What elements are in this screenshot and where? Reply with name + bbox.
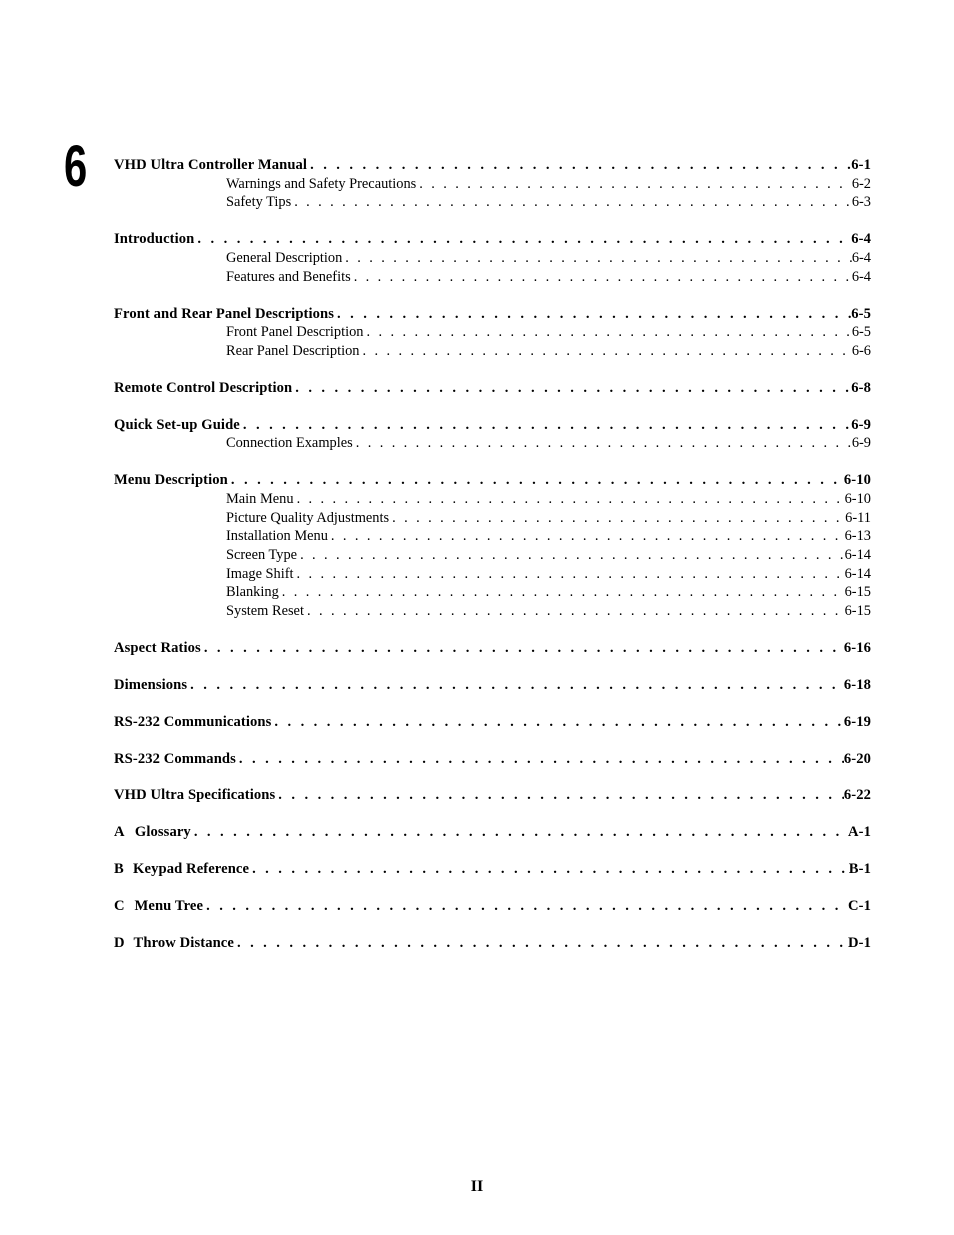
toc-entry-title: Aspect Ratios <box>114 639 201 656</box>
dot-leader <box>351 268 852 287</box>
toc-section <box>114 676 871 695</box>
toc-entry-page: 6-15 <box>844 584 871 601</box>
toc-entry[interactable] <box>114 379 871 398</box>
toc-appendix-letter: C <box>114 898 125 914</box>
dot-leader <box>271 713 843 732</box>
toc-entry[interactable] <box>114 416 871 435</box>
toc-subentry[interactable] <box>114 509 871 528</box>
toc-subentry[interactable] <box>114 434 871 453</box>
toc-subentry[interactable] <box>114 527 871 546</box>
toc-appendix-letter: D <box>114 934 125 951</box>
dot-leader <box>194 230 851 249</box>
toc-entry[interactable] <box>114 786 871 805</box>
toc-entry-page: 6-20 <box>843 750 871 767</box>
toc-entry-title: Installation Menu <box>226 528 328 545</box>
dot-leader <box>294 490 845 509</box>
toc-entry-page: 6-19 <box>843 713 871 730</box>
toc-subentry[interactable] <box>114 602 871 621</box>
toc-entry-title: Warnings and Safety Precautions <box>226 175 417 192</box>
toc-entry-title: Remote Control Description <box>114 379 293 396</box>
dot-leader <box>389 509 845 528</box>
dot-leader <box>297 546 845 565</box>
toc-section <box>114 156 871 212</box>
dot-leader <box>342 249 852 268</box>
dot-leader <box>279 583 845 602</box>
dot-leader <box>275 786 844 805</box>
toc-entry-title: Image Shift <box>226 565 294 582</box>
toc-entry[interactable] <box>114 156 871 175</box>
toc-entry[interactable] <box>114 230 871 249</box>
toc-entry-page: D-1 <box>848 934 871 951</box>
toc-entry-title: System Reset <box>226 603 304 619</box>
toc-entry-title: Dimensions <box>114 676 188 693</box>
toc-entry-page: 6-13 <box>844 528 871 545</box>
toc-entry-title: Menu Description <box>114 472 228 489</box>
dot-leader <box>353 434 852 453</box>
dot-leader <box>291 193 852 212</box>
toc-entry-title: Main Menu <box>226 490 294 507</box>
toc-entry-title: Connection Examples <box>226 435 353 452</box>
table-of-contents <box>114 156 871 971</box>
toc-subentry[interactable] <box>114 342 871 361</box>
toc-section <box>114 471 871 621</box>
dot-leader <box>307 156 851 175</box>
toc-entry-page: C-1 <box>848 898 871 914</box>
toc-entry-page: 6-10 <box>843 472 871 489</box>
toc-entry[interactable] <box>114 750 871 769</box>
toc-entry-title: Rear Panel Description <box>226 342 360 359</box>
toc-entry-page: 6-6 <box>851 342 871 359</box>
toc-entry[interactable] <box>114 471 871 490</box>
dot-leader <box>292 379 851 398</box>
toc-entry-title: Features and Benefits <box>226 268 351 285</box>
toc-section <box>114 305 871 361</box>
toc-entry-title: Menu Tree <box>134 898 204 914</box>
toc-entry-page: 6-14 <box>844 565 871 582</box>
toc-entry-title: VHD Ultra Controller Manual <box>114 157 308 173</box>
toc-entry-page: 6-9 <box>851 416 871 433</box>
toc-entry[interactable] <box>114 713 871 732</box>
toc-entry-page: 6-4 <box>851 231 871 248</box>
toc-entry-page: 6-16 <box>843 639 871 656</box>
toc-entry-title: Glossary <box>134 824 191 841</box>
toc-entry-title: Safety Tips <box>226 194 292 211</box>
toc-entry-page: A-1 <box>848 824 871 841</box>
toc-entry-page: 6-9 <box>851 435 871 452</box>
toc-entry[interactable] <box>114 934 871 953</box>
toc-entry-title: Front and Rear Panel Descriptions <box>114 305 335 322</box>
dot-leader <box>304 602 845 621</box>
toc-entry-title: Quick Set-up Guide <box>114 416 240 433</box>
toc-entry-title: Introduction <box>114 231 195 248</box>
toc-entry-page: 6-8 <box>851 379 871 396</box>
toc-entry-page: 6-5 <box>851 324 871 341</box>
toc-subentry[interactable] <box>114 193 871 212</box>
toc-entry-title: RS-232 Commands <box>114 750 236 767</box>
dot-leader <box>228 471 844 490</box>
toc-section <box>114 379 871 398</box>
toc-section <box>114 750 871 769</box>
toc-entry-page: B-1 <box>848 861 871 878</box>
toc-subentry[interactable] <box>114 583 871 602</box>
toc-entry-page: 6-4 <box>851 268 871 285</box>
toc-entry-page: 6-11 <box>845 509 871 526</box>
dot-leader <box>191 823 848 842</box>
toc-section <box>114 713 871 732</box>
toc-subentry[interactable] <box>114 249 871 268</box>
toc-section <box>114 897 871 916</box>
toc-entry[interactable] <box>114 305 871 324</box>
toc-section <box>114 230 871 286</box>
toc-subentry[interactable] <box>114 490 871 509</box>
toc-entry[interactable] <box>114 639 871 658</box>
page-number: II <box>470 1178 484 1195</box>
toc-entry-page: 6-22 <box>843 787 871 804</box>
toc-entry-title: VHD Ultra Specifications <box>114 787 276 804</box>
dot-leader <box>328 527 845 546</box>
toc-subentry[interactable] <box>114 175 871 194</box>
dot-leader <box>187 676 844 695</box>
toc-entry-page: 6-1 <box>851 157 871 173</box>
toc-entry-page: 6-15 <box>844 603 871 619</box>
dot-leader <box>240 416 851 435</box>
toc-entry-title: Keypad Reference <box>133 861 250 878</box>
toc-section <box>114 823 871 842</box>
toc-entry-page: 6-3 <box>851 194 871 211</box>
toc-entry-title: RS-232 Communications <box>114 713 272 730</box>
chapter-number: 6 <box>64 134 88 199</box>
toc-entry-title: Throw Distance <box>133 934 234 951</box>
toc-section <box>114 639 871 658</box>
toc-subentry[interactable] <box>114 546 871 565</box>
toc-entry-page: 6-5 <box>851 305 871 322</box>
toc-section <box>114 786 871 805</box>
toc-entry-title: Front Panel Description <box>226 324 364 341</box>
toc-entry-title: Picture Quality Adjustments <box>226 509 390 526</box>
toc-entry-title: General Description <box>226 249 343 266</box>
toc-entry-title: Blanking <box>226 584 279 601</box>
dot-leader <box>364 323 852 342</box>
dot-leader <box>359 342 851 361</box>
toc-section <box>114 860 871 879</box>
toc-appendix-letter: A <box>114 824 125 841</box>
toc-subentry[interactable] <box>114 565 871 584</box>
toc-entry-page: 6-2 <box>851 175 871 192</box>
dot-leader <box>236 750 844 769</box>
toc-section <box>114 416 871 453</box>
toc-appendix-letter: B <box>114 861 124 878</box>
toc-entry-page: 6-14 <box>844 546 871 563</box>
toc-entry-title: Screen Type <box>226 546 298 563</box>
toc-entry-page: 6-18 <box>843 676 871 693</box>
dot-leader <box>203 897 848 916</box>
toc-entry[interactable] <box>114 897 871 916</box>
dot-leader <box>249 860 849 879</box>
toc-subentry[interactable] <box>114 268 871 287</box>
dot-leader <box>334 305 851 324</box>
toc-entry-page: 6-10 <box>844 490 871 507</box>
dot-leader <box>234 934 848 953</box>
toc-entry[interactable] <box>114 676 871 695</box>
dot-leader <box>201 639 844 658</box>
dot-leader <box>416 175 852 194</box>
dot-leader <box>294 565 845 584</box>
toc-entry[interactable] <box>114 823 871 842</box>
toc-section <box>114 934 871 953</box>
toc-subentry[interactable] <box>114 323 871 342</box>
toc-entry[interactable] <box>114 860 871 879</box>
toc-entry-page: 6-4 <box>851 249 871 266</box>
